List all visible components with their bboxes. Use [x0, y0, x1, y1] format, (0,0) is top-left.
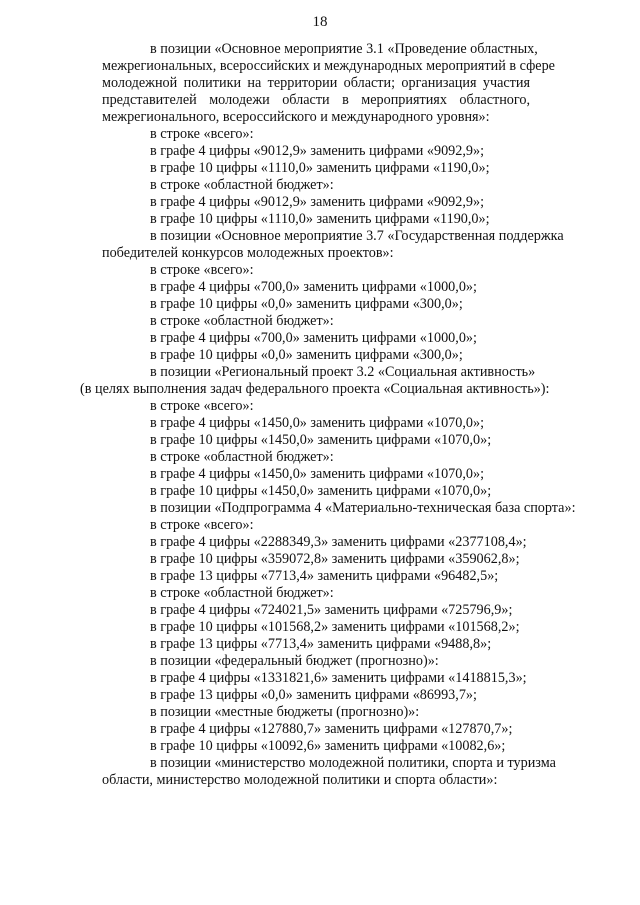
text-line: представителей молодежи области в мероприятиях областного,: [102, 92, 530, 108]
text-line: в графе 4 цифры «1331821,6» заменить цифрами «1418815,3»;: [150, 670, 527, 686]
text-line: в графе 4 цифры «2288349,3» заменить цифрами «2377108,4»;: [150, 534, 527, 550]
text-line: в строке «всего»:: [150, 398, 254, 414]
text-line: в строке «всего»:: [150, 517, 254, 533]
text-line: в позиции «министерство молодежной политики, спорта и туризма: [150, 755, 556, 771]
text-line: в строке «областной бюджет»:: [150, 313, 334, 329]
text-line: победителей конкурсов молодежных проектов»:: [102, 245, 394, 261]
text-line: в графе 13 цифры «7713,4» заменить цифрами «96482,5»;: [150, 568, 499, 584]
text-line: в графе 13 цифры «0,0» заменить цифрами «86993,7»;: [150, 687, 477, 703]
text-line: области, министерство молодежной политики и спорта области»:: [102, 772, 498, 788]
text-line: в графе 4 цифры «9012,9» заменить цифрами «9092,9»;: [150, 143, 485, 159]
text-line: в графе 10 цифры «101568,2» заменить цифрами «101568,2»;: [150, 619, 520, 635]
page-number: 18: [312, 14, 328, 30]
text-line: в графе 10 цифры «0,0» заменить цифрами «300,0»;: [150, 296, 463, 312]
text-line: в строке «всего»:: [150, 262, 254, 278]
text-line: в позиции «федеральный бюджет (прогнозно)»:: [150, 653, 439, 669]
text-line: в графе 4 цифры «1450,0» заменить цифрами «1070,0»;: [150, 466, 485, 482]
text-line: в графе 10 цифры «1110,0» заменить цифрами «1190,0»;: [150, 160, 490, 176]
text-line: в позиции «Подпрограмма 4 «Материально-техническая база спорта»:: [150, 500, 576, 516]
text-line: в позиции «Основное мероприятие 3.1 «Проведение областных,: [150, 41, 538, 57]
text-line: в графе 10 цифры «0,0» заменить цифрами «300,0»;: [150, 347, 463, 363]
text-line: в графе 4 цифры «1450,0» заменить цифрами «1070,0»;: [150, 415, 485, 431]
text-line: в графе 4 цифры «724021,5» заменить цифрами «725796,9»;: [150, 602, 513, 618]
text-line: в позиции «местные бюджеты (прогнозно)»:: [150, 704, 420, 720]
text-line: в графе 10 цифры «1450,0» заменить цифрами «1070,0»;: [150, 483, 492, 499]
text-line: межрегиональных, всероссийских и международных мероприятий в сфере: [102, 58, 555, 74]
document-body: [80, 41, 576, 789]
text-line: (в целях выполнения задач федерального проекта «Социальная активность»):: [80, 381, 550, 397]
text-line: в строке «областной бюджет»:: [150, 449, 334, 465]
text-line: в графе 10 цифры «1450,0» заменить цифрами «1070,0»;: [150, 432, 492, 448]
text-line: в строке «всего»:: [150, 126, 254, 142]
text-line: молодежной политики на территории области; организация участия: [102, 75, 530, 91]
text-line: в позиции «Основное мероприятие 3.7 «Государственная поддержка: [150, 228, 564, 244]
text-line: в строке «областной бюджет»:: [150, 585, 334, 601]
text-line: в графе 4 цифры «700,0» заменить цифрами «1000,0»;: [150, 279, 477, 295]
text-line: в графе 4 цифры «127880,7» заменить цифрами «127870,7»;: [150, 721, 513, 737]
text-line: в позиции «Региональный проект 3.2 «Социальная активность»: [150, 364, 536, 380]
text-line: в строке «областной бюджет»:: [150, 177, 334, 193]
text-line: в графе 10 цифры «1110,0» заменить цифрами «1190,0»;: [150, 211, 490, 227]
text-line: межрегионального, всероссийского и международного уровня»:: [102, 109, 490, 125]
text-line: в графе 4 цифры «9012,9» заменить цифрами «9092,9»;: [150, 194, 485, 210]
text-line: в графе 4 цифры «700,0» заменить цифрами «1000,0»;: [150, 330, 477, 346]
text-line: в графе 10 цифры «10092,6» заменить цифрами «10082,6»;: [150, 738, 506, 754]
text-line: в графе 10 цифры «359072,8» заменить цифрами «359062,8»;: [150, 551, 520, 567]
text-line: в графе 13 цифры «7713,4» заменить цифрами «9488,8»;: [150, 636, 492, 652]
